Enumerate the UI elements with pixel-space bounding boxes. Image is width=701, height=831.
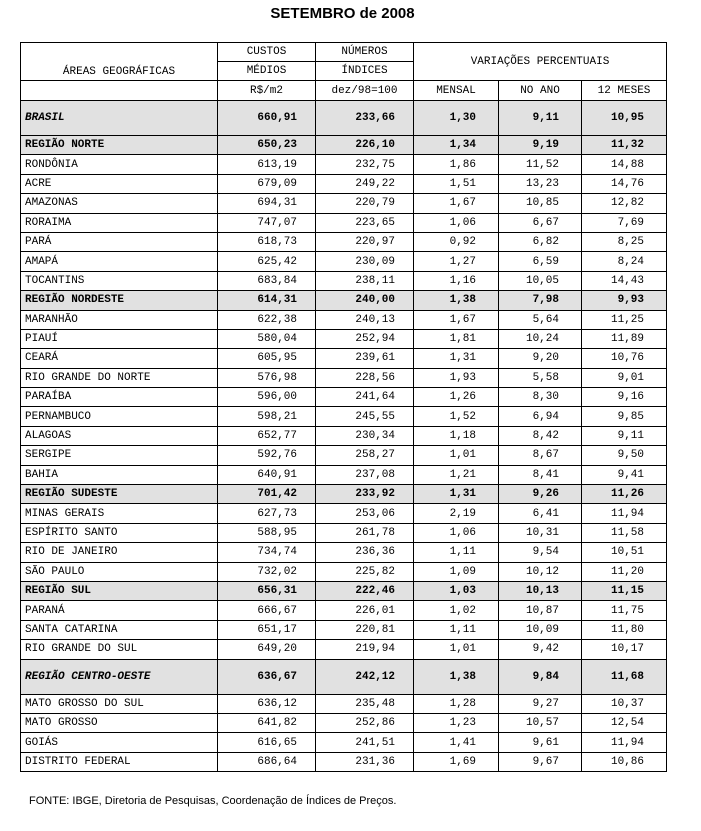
custo-medio: 649,20 [218,640,316,659]
var-ano: 10,09 [499,620,582,639]
var-mensal: 1,23 [414,713,499,732]
var-12-meses: 11,20 [582,562,667,581]
area-name: PARANÁ [21,601,218,620]
var-12-meses: 7,69 [582,213,667,232]
var-ano: 9,19 [499,136,582,155]
var-ano: 11,52 [499,155,582,174]
header-row-top [21,43,667,62]
var-mensal: 1,30 [414,101,499,136]
numero-indice: 253,06 [316,504,414,523]
var-ano: 9,11 [499,101,582,136]
numero-indice: 233,66 [316,101,414,136]
custo-medio: 613,19 [218,155,316,174]
var-ano: 7,98 [499,291,582,310]
table-row [21,581,667,600]
custo-medio: 701,42 [218,485,316,504]
area-name: RIO DE JANEIRO [21,543,218,562]
var-12-meses: 11,80 [582,620,667,639]
table-row [21,388,667,407]
var-12-meses: 11,58 [582,523,667,542]
var-12-meses: 11,94 [582,504,667,523]
area-name: ALAGOAS [21,426,218,445]
table-row [21,329,667,348]
var-mensal: 2,19 [414,504,499,523]
var-12-meses: 9,93 [582,291,667,310]
table-body [21,43,667,772]
numero-indice: 252,94 [316,329,414,348]
var-12-meses: 11,26 [582,485,667,504]
var-ano: 10,31 [499,523,582,542]
var-mensal: 1,11 [414,620,499,639]
header-blank [21,81,218,101]
numero-indice: 230,09 [316,252,414,271]
table-row [21,640,667,659]
numero-indice: 230,34 [316,426,414,445]
var-mensal: 1,67 [414,310,499,329]
numero-indice: 249,22 [316,174,414,193]
var-mensal: 1,31 [414,349,499,368]
custo-medio: 592,76 [218,446,316,465]
table-row [21,694,667,713]
var-12-meses: 10,95 [582,101,667,136]
var-12-meses: 9,41 [582,465,667,484]
numero-indice: 241,64 [316,388,414,407]
var-12-meses: 8,25 [582,232,667,251]
var-mensal: 1,01 [414,640,499,659]
table-row [21,752,667,771]
numero-indice: 239,61 [316,349,414,368]
var-ano: 5,64 [499,310,582,329]
var-12-meses: 10,51 [582,543,667,562]
var-mensal: 1,52 [414,407,499,426]
table-row [21,562,667,581]
custo-medio: 652,77 [218,426,316,445]
var-mensal: 1,09 [414,562,499,581]
custo-medio: 666,67 [218,601,316,620]
table-row [21,252,667,271]
var-12-meses: 14,43 [582,271,667,290]
table-row [21,733,667,752]
numero-indice: 240,13 [316,310,414,329]
area-name: GOIÁS [21,733,218,752]
table-row [21,426,667,445]
custo-medio: 588,95 [218,523,316,542]
var-mensal: 1,31 [414,485,499,504]
table-row [21,271,667,290]
area-name: MINAS GERAIS [21,504,218,523]
area-name: AMAZONAS [21,194,218,213]
table-row [21,155,667,174]
table-row [21,194,667,213]
table-row [21,407,667,426]
area-name: MATO GROSSO DO SUL [21,694,218,713]
header-unit-custos: R$/m2 [218,81,316,101]
var-ano: 10,85 [499,194,582,213]
source-note: FONTE: IBGE, Diretoria de Pesquisas, Coordenação de Índices de Preços. [29,795,397,807]
custo-medio: 636,12 [218,694,316,713]
area-name: MATO GROSSO [21,713,218,732]
var-ano: 10,87 [499,601,582,620]
area-name: ACRE [21,174,218,193]
var-mensal: 1,81 [414,329,499,348]
numero-indice: 226,01 [316,601,414,620]
header-numeros-2: ÍNDICES [316,62,414,81]
table-row [21,232,667,251]
numero-indice: 228,56 [316,368,414,387]
area-name: DISTRITO FEDERAL [21,752,218,771]
numero-indice: 236,36 [316,543,414,562]
area-name: BRASIL [21,101,218,136]
table-row [21,349,667,368]
var-12-meses: 11,15 [582,581,667,600]
area-name: REGIÃO CENTRO-OESTE [21,659,218,694]
var-12-meses: 11,94 [582,733,667,752]
var-ano: 9,54 [499,543,582,562]
var-ano: 9,42 [499,640,582,659]
custo-medio: 636,67 [218,659,316,694]
var-12-meses: 8,24 [582,252,667,271]
var-12-meses: 11,68 [582,659,667,694]
header-custos-2: MÉDIOS [218,62,316,81]
var-ano: 13,23 [499,174,582,193]
table-row [21,713,667,732]
var-ano: 6,41 [499,504,582,523]
custo-medio: 627,73 [218,504,316,523]
area-name: BAHIA [21,465,218,484]
custo-medio: 616,65 [218,733,316,752]
numero-indice: 237,08 [316,465,414,484]
numero-indice: 242,12 [316,659,414,694]
table-row [21,543,667,562]
area-name: SERGIPE [21,446,218,465]
area-name: AMAPÁ [21,252,218,271]
var-12-meses: 10,17 [582,640,667,659]
var-12-meses: 11,89 [582,329,667,348]
var-ano: 10,12 [499,562,582,581]
table-row [21,659,667,694]
var-mensal: 1,01 [414,446,499,465]
custo-medio: 625,42 [218,252,316,271]
var-mensal: 1,34 [414,136,499,155]
table-row [21,174,667,193]
var-ano: 6,82 [499,232,582,251]
header-row-units [21,81,667,101]
area-name: RIO GRANDE DO SUL [21,640,218,659]
numero-indice: 241,51 [316,733,414,752]
custo-medio: 640,91 [218,465,316,484]
custo-medio: 679,09 [218,174,316,193]
table-row [21,101,667,136]
var-mensal: 1,93 [414,368,499,387]
custo-medio: 694,31 [218,194,316,213]
numero-indice: 240,00 [316,291,414,310]
var-mensal: 1,27 [414,252,499,271]
var-mensal: 1,28 [414,694,499,713]
header-variacoes: VARIAÇÕES PERCENTUAIS [414,43,667,81]
var-12-meses: 9,11 [582,426,667,445]
custo-medio: 622,38 [218,310,316,329]
var-ano: 9,67 [499,752,582,771]
custo-medio: 614,31 [218,291,316,310]
numero-indice: 235,48 [316,694,414,713]
custo-medio: 596,00 [218,388,316,407]
var-mensal: 1,38 [414,659,499,694]
area-name: RONDÔNIA [21,155,218,174]
var-mensal: 1,16 [414,271,499,290]
var-ano: 6,67 [499,213,582,232]
var-mensal: 1,06 [414,213,499,232]
var-ano: 10,24 [499,329,582,348]
header-numeros-1: NÚMEROS [316,43,414,62]
custo-medio: 686,64 [218,752,316,771]
header-unit-indices: dez/98=100 [316,81,414,101]
numero-indice: 238,11 [316,271,414,290]
numero-indice: 258,27 [316,446,414,465]
var-12-meses: 9,85 [582,407,667,426]
var-12-meses: 14,76 [582,174,667,193]
var-ano: 5,58 [499,368,582,387]
numero-indice: 223,65 [316,213,414,232]
numero-indice: 220,97 [316,232,414,251]
var-mensal: 1,18 [414,426,499,445]
area-name: CEARÁ [21,349,218,368]
var-ano: 6,94 [499,407,582,426]
area-name: ESPÍRITO SANTO [21,523,218,542]
var-ano: 6,59 [499,252,582,271]
area-name: SÃO PAULO [21,562,218,581]
numero-indice: 220,81 [316,620,414,639]
var-ano: 10,05 [499,271,582,290]
numero-indice: 231,36 [316,752,414,771]
header-12-meses: 12 MESES [582,81,667,101]
var-mensal: 1,02 [414,601,499,620]
var-ano: 10,57 [499,713,582,732]
header-no-ano: NO ANO [499,81,582,101]
var-ano: 9,20 [499,349,582,368]
table-row [21,136,667,155]
var-12-meses: 10,86 [582,752,667,771]
custo-medio: 580,04 [218,329,316,348]
custo-medio: 660,91 [218,101,316,136]
header-custos-1: CUSTOS [218,43,316,62]
var-mensal: 1,51 [414,174,499,193]
custo-medio: 641,82 [218,713,316,732]
custo-medio: 598,21 [218,407,316,426]
cost-table [20,42,667,772]
area-name: REGIÃO SUDESTE [21,485,218,504]
table-row [21,213,667,232]
var-ano: 9,26 [499,485,582,504]
area-name: RORAIMA [21,213,218,232]
var-mensal: 1,38 [414,291,499,310]
area-name: REGIÃO NORDESTE [21,291,218,310]
custo-medio: 650,23 [218,136,316,155]
var-mensal: 0,92 [414,232,499,251]
custo-medio: 651,17 [218,620,316,639]
numero-indice: 220,79 [316,194,414,213]
area-name: PARÁ [21,232,218,251]
var-12-meses: 12,54 [582,713,667,732]
var-12-meses: 10,37 [582,694,667,713]
var-ano: 10,13 [499,581,582,600]
custo-medio: 732,02 [218,562,316,581]
area-name: PIAUÍ [21,329,218,348]
custo-medio: 576,98 [218,368,316,387]
area-name: RIO GRANDE DO NORTE [21,368,218,387]
numero-indice: 225,82 [316,562,414,581]
numero-indice: 232,75 [316,155,414,174]
header-areas: ÁREAS GEOGRÁFICAS [21,43,218,81]
numero-indice: 252,86 [316,713,414,732]
var-mensal: 1,21 [414,465,499,484]
area-name: PARAÍBA [21,388,218,407]
numero-indice: 261,78 [316,523,414,542]
table-row [21,291,667,310]
var-ano: 8,42 [499,426,582,445]
var-mensal: 1,26 [414,388,499,407]
var-ano: 9,84 [499,659,582,694]
var-mensal: 1,86 [414,155,499,174]
var-12-meses: 11,32 [582,136,667,155]
var-mensal: 1,67 [414,194,499,213]
table-row [21,310,667,329]
var-12-meses: 9,50 [582,446,667,465]
table-row [21,601,667,620]
area-name: MARANHÃO [21,310,218,329]
area-name: PERNAMBUCO [21,407,218,426]
var-mensal: 1,69 [414,752,499,771]
table-row [21,368,667,387]
var-mensal: 1,03 [414,581,499,600]
numero-indice: 222,46 [316,581,414,600]
area-name: REGIÃO NORTE [21,136,218,155]
var-mensal: 1,06 [414,523,499,542]
numero-indice: 219,94 [316,640,414,659]
header-mensal: MENSAL [414,81,499,101]
numero-indice: 245,55 [316,407,414,426]
var-12-meses: 11,25 [582,310,667,329]
var-ano: 8,67 [499,446,582,465]
var-12-meses: 9,01 [582,368,667,387]
var-ano: 8,30 [499,388,582,407]
custo-medio: 656,31 [218,581,316,600]
table-row [21,465,667,484]
area-name: SANTA CATARINA [21,620,218,639]
area-name: REGIÃO SUL [21,581,218,600]
custo-medio: 747,07 [218,213,316,232]
var-12-meses: 12,82 [582,194,667,213]
var-ano: 8,41 [499,465,582,484]
table-row [21,620,667,639]
table-row [21,523,667,542]
custo-medio: 618,73 [218,232,316,251]
numero-indice: 226,10 [316,136,414,155]
numero-indice: 233,92 [316,485,414,504]
page-title: SETEMBRO de 2008 [270,5,415,22]
table-row [21,485,667,504]
table-row [21,504,667,523]
var-12-meses: 10,76 [582,349,667,368]
custo-medio: 683,84 [218,271,316,290]
var-mensal: 1,41 [414,733,499,752]
var-12-meses: 11,75 [582,601,667,620]
custo-medio: 734,74 [218,543,316,562]
custo-medio: 605,95 [218,349,316,368]
var-12-meses: 14,88 [582,155,667,174]
var-ano: 9,27 [499,694,582,713]
table-row [21,446,667,465]
var-mensal: 1,11 [414,543,499,562]
var-12-meses: 9,16 [582,388,667,407]
area-name: TOCANTINS [21,271,218,290]
var-ano: 9,61 [499,733,582,752]
